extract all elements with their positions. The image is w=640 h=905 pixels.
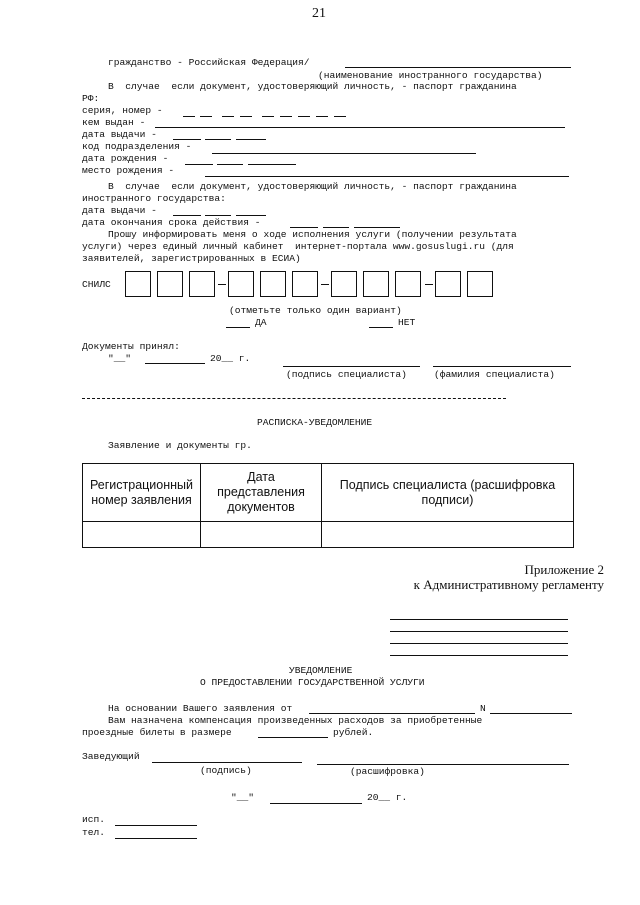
executor-label: исп. xyxy=(82,814,106,825)
column-header: Подпись специалиста (расшифровка подписи) xyxy=(322,464,574,522)
number-digit-field[interactable] xyxy=(262,116,274,117)
column-header: Дата представления документов xyxy=(201,464,322,522)
birth-date-label: дата рождения - xyxy=(82,153,169,164)
cut-line xyxy=(82,398,506,399)
snils-digit-box[interactable] xyxy=(395,271,421,297)
expiry-date-label: дата окончания срока действия - xyxy=(82,217,261,228)
phone-field[interactable] xyxy=(115,838,197,839)
snils-separator xyxy=(218,284,226,285)
issue-date-label: дата выдачи - xyxy=(82,129,157,140)
appendix-subtitle: к Административному регламенту xyxy=(413,577,604,592)
currency-label: рублей. xyxy=(333,727,374,738)
accepted-day: "__" xyxy=(108,353,132,364)
head-decode-field[interactable] xyxy=(317,764,569,765)
table-cell[interactable] xyxy=(201,522,322,548)
birth-year-field[interactable] xyxy=(248,164,296,165)
snils-digit-box[interactable] xyxy=(292,271,318,297)
specialist-signature-caption: (подпись специалиста) xyxy=(286,369,407,380)
head-signature-caption: (подпись) xyxy=(200,765,252,776)
series-digit-field[interactable] xyxy=(222,116,234,117)
number-digit-field[interactable] xyxy=(334,116,346,117)
snils-digit-box[interactable] xyxy=(467,271,493,297)
birth-place-label: место рождения - xyxy=(82,165,175,176)
application-number-field[interactable] xyxy=(490,713,572,714)
head-decode-caption: (расшифровка) xyxy=(350,766,425,777)
specialist-surname-field[interactable] xyxy=(433,366,571,367)
series-number-label: серия, номер - xyxy=(82,105,163,116)
snils-digit-box[interactable] xyxy=(125,271,151,297)
birth-place-field[interactable] xyxy=(205,176,569,177)
choice-yes-label: ДА xyxy=(255,317,267,328)
number-digit-field[interactable] xyxy=(316,116,328,117)
notify-request-line2: услуги) через единый личный кабинет интернет-портала www.gosuslugi.ru (для xyxy=(82,241,514,252)
number-digit-field[interactable] xyxy=(298,116,310,117)
issue-month-field[interactable] xyxy=(205,139,231,140)
receipt-title: РАСПИСКА-УВЕДОМЛЕНИЕ xyxy=(257,417,373,428)
snils-digit-box[interactable] xyxy=(435,271,461,297)
notice-basis-label: На основании Вашего заявления от xyxy=(108,703,293,714)
receipt-table xyxy=(82,463,574,548)
passport-foreign-intro-cont: иностранного государства: xyxy=(82,193,226,204)
column-header: Регистрационный номер заявления xyxy=(83,464,201,522)
compensation-amount-field[interactable] xyxy=(258,737,328,738)
application-date-field[interactable] xyxy=(309,713,475,714)
issue-day-field[interactable] xyxy=(173,139,201,140)
head-label: Заведующий xyxy=(82,751,140,762)
snils-separator xyxy=(321,284,329,285)
foreign-issue-year-field[interactable] xyxy=(236,215,266,216)
dept-code-field[interactable] xyxy=(212,153,476,154)
notify-request-line1: Прошу информировать меня о ходе исполнения услуги (получении результата xyxy=(108,229,517,240)
address-line[interactable] xyxy=(390,655,568,656)
choice-no-label: НЕТ xyxy=(398,317,416,328)
issued-by-field[interactable] xyxy=(155,127,565,128)
notice-month-field[interactable] xyxy=(270,803,362,804)
phone-label: тел. xyxy=(82,827,106,838)
citizenship-caption: (наименование иностранного государства) xyxy=(318,70,543,81)
foreign-issue-month-field[interactable] xyxy=(205,215,231,216)
snils-choice-caption: (отметьте только один вариант) xyxy=(229,305,402,316)
series-digit-field[interactable] xyxy=(183,116,195,117)
address-line[interactable] xyxy=(390,643,568,644)
issue-year-field[interactable] xyxy=(236,139,266,140)
page-number: 21 xyxy=(312,6,326,21)
notice-title: УВЕДОМЛЕНИЕ xyxy=(289,665,353,676)
table-cell[interactable] xyxy=(83,522,201,548)
compensation-amount-label: проездные билеты в размере xyxy=(82,727,232,738)
birth-day-field[interactable] xyxy=(185,164,213,165)
snils-label: СНИЛС xyxy=(82,279,111,290)
expiry-day-field[interactable] xyxy=(290,227,318,228)
series-digit-field[interactable] xyxy=(200,116,212,117)
snils-digit-box[interactable] xyxy=(260,271,286,297)
choice-no-mark[interactable] xyxy=(369,327,393,328)
passport-rf-intro: В случае если документ, удостоверяющий личность, - паспорт гражданина xyxy=(108,81,517,92)
expiry-month-field[interactable] xyxy=(323,227,349,228)
compensation-text: Вам назначена компенсация произведенных расходов за приобретенные xyxy=(108,715,483,726)
address-line[interactable] xyxy=(390,631,568,632)
notice-year: 20__ г. xyxy=(367,792,408,803)
table-cell[interactable] xyxy=(322,522,574,548)
appendix-title: Приложение 2 xyxy=(524,562,604,577)
receipt-intro: Заявление и документы гр. xyxy=(108,440,252,451)
dept-code-label: код подразделения - xyxy=(82,141,192,152)
snils-digit-box[interactable] xyxy=(228,271,254,297)
foreign-issue-day-field[interactable] xyxy=(173,215,201,216)
snils-digit-box[interactable] xyxy=(331,271,357,297)
specialist-surname-caption: (фамилия специалиста) xyxy=(434,369,555,380)
foreign-issue-date-label: дата выдачи - xyxy=(82,205,157,216)
accepted-month-field[interactable] xyxy=(145,363,205,364)
choice-yes-mark[interactable] xyxy=(226,327,250,328)
series-digit-field[interactable] xyxy=(240,116,252,117)
snils-digit-box[interactable] xyxy=(363,271,389,297)
notice-subtitle: О ПРЕДОСТАВЛЕНИИ ГОСУДАРСТВЕННОЙ УСЛУГИ xyxy=(200,677,425,688)
expiry-year-field[interactable] xyxy=(354,227,400,228)
snils-digit-box[interactable] xyxy=(189,271,215,297)
accepted-year: 20__ г. xyxy=(210,353,251,364)
birth-month-field[interactable] xyxy=(217,164,243,165)
number-digit-field[interactable] xyxy=(280,116,292,117)
specialist-signature-field[interactable] xyxy=(283,366,420,367)
head-signature-field[interactable] xyxy=(152,762,302,763)
notice-number-label: N xyxy=(480,703,486,714)
passport-foreign-intro: В случае если документ, удостоверяющий личность, - паспорт гражданина xyxy=(108,181,517,192)
citizenship-field[interactable] xyxy=(345,67,571,68)
address-line[interactable] xyxy=(390,619,568,620)
snils-separator xyxy=(425,284,433,285)
executor-field[interactable] xyxy=(115,825,197,826)
notify-request-line3: заявителей, зарегистрированных в ЕСИА) xyxy=(82,253,301,264)
notice-day: "__" xyxy=(231,792,255,803)
citizenship-label: гражданство - Российская Федерация/ xyxy=(108,57,310,68)
passport-rf-intro-cont: РФ: xyxy=(82,93,100,104)
table-header-row xyxy=(83,464,574,522)
snils-digit-box[interactable] xyxy=(157,271,183,297)
accepted-label: Документы принял: xyxy=(82,341,180,352)
table-row xyxy=(83,522,574,548)
issued-by-label: кем выдан - xyxy=(82,117,146,128)
